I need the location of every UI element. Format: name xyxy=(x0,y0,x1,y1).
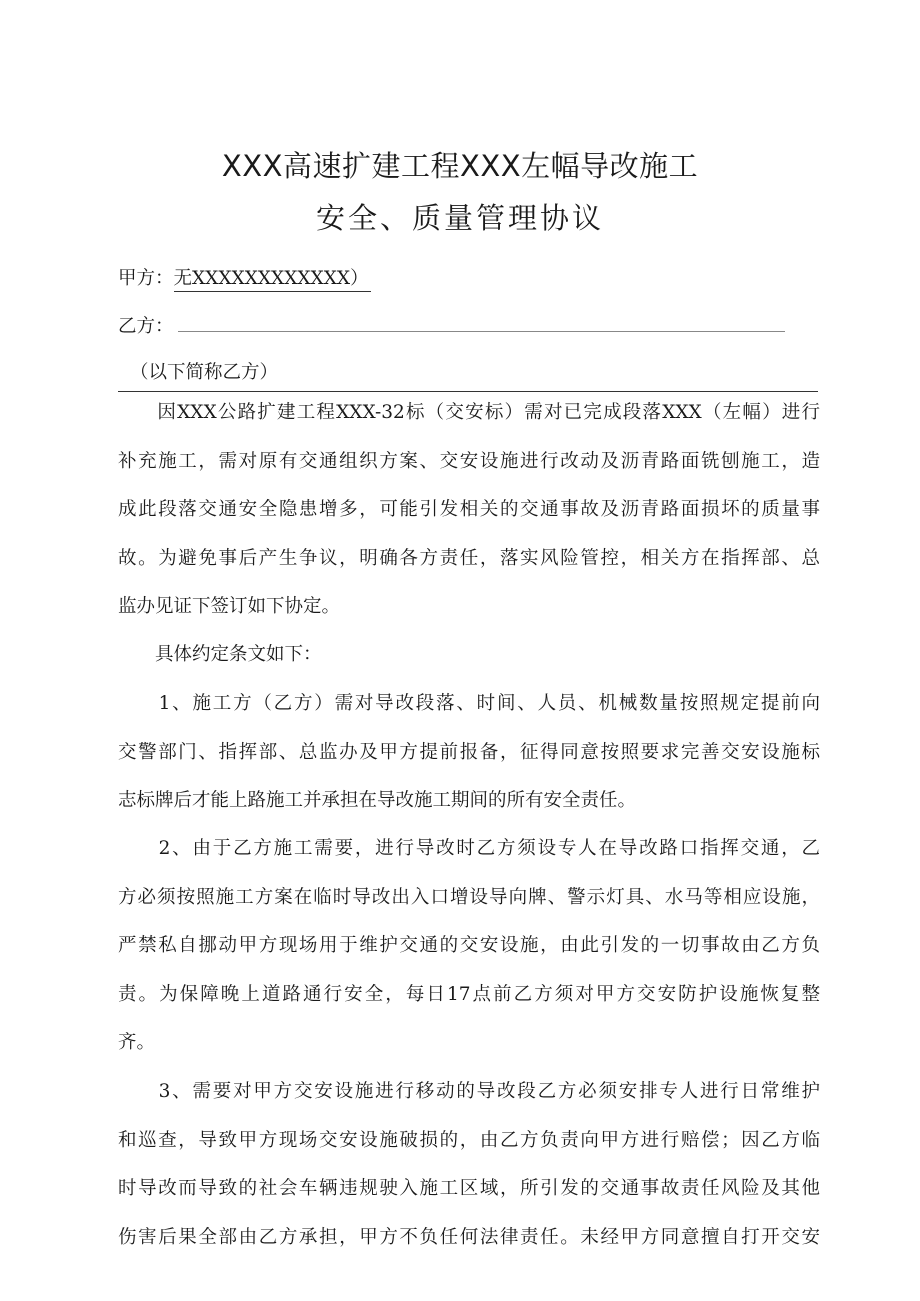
paragraph-line: 严禁私自挪动甲方现场用于维护交通的交安设施，由此引发的一切事故由乙方负 xyxy=(118,935,820,956)
paragraph-clause-2 xyxy=(118,825,820,1068)
party-b-abbreviation: （以下简称乙方） xyxy=(118,358,818,392)
paragraph-line: 时导改而导致的社会车辆违规驶入施工区域，所引发的交通事故责任风险及其他 xyxy=(118,1178,820,1199)
paragraph-line: 伤害后果全部由乙方承担，甲方不负任何法律责任。未经甲方同意擅自打开交安 xyxy=(118,1226,820,1248)
paragraph-clause-1 xyxy=(118,680,820,826)
party-b-row xyxy=(118,312,174,338)
paragraph-line: 交警部门、指挥部、总监办及甲方提前报备，征得同意按照要求完善交安设施标 xyxy=(118,741,820,763)
paragraph-line: 3、需要对甲方交安设施进行移动的导改段乙方必须安排专人进行日常维护 xyxy=(118,1081,820,1102)
paragraph-line: 和巡查，导致甲方现场交安设施破损的，由乙方负责向甲方进行赔偿；因乙方临 xyxy=(118,1129,820,1151)
party-b-label: 乙方： xyxy=(118,316,174,337)
paragraph-line: 补充施工，需对原有交通组织方案、交安设施进行改动及沥青路面铣刨施工，造 xyxy=(118,450,820,472)
paragraph-line: 责。为保障晚上道路通行安全，每日17点前乙方须对甲方交安防护设施恢复整 xyxy=(118,983,820,1005)
party-a-value: 无XXXXXXXXXXXX） xyxy=(174,264,371,292)
party-a-label: 甲方： xyxy=(118,268,174,289)
paragraph-line: 监办见证下签订如下协定。 xyxy=(118,596,341,617)
party-a-row xyxy=(118,264,371,292)
paragraph-intro xyxy=(118,389,820,632)
document-title-line-2: 安全、质量管理协议 xyxy=(315,201,604,235)
paragraph-clauses-heading xyxy=(118,631,820,680)
paragraph-line: 成此段落交通安全隐患增多，可能引发相关的交通事故及沥青路面损坏的质量事 xyxy=(118,499,820,520)
paragraph-line: 志标牌后才能上路施工并承担在导改施工期间的所有安全责任。 xyxy=(118,790,637,811)
paragraph-line: 1、施工方（乙方）需对导改段落、时间、人员、机械数量按照规定提前向 xyxy=(118,693,820,714)
paragraph-line: 因XXX公路扩建工程XXX-32标（交安标）需对已完成段落XXX（左幅）进行 xyxy=(118,402,820,423)
paragraph-line: 方必须按照施工方案在临时导改出入口增设导向牌、警示灯具、水马等相应设施， xyxy=(118,886,820,908)
paragraph-line: 具体约定条文如下： xyxy=(118,644,322,665)
paragraph-line: 故。为避免事后产生争议，明确各方责任，落实风险管控，相关方在指挥部、总 xyxy=(118,547,820,569)
paragraph-clause-3 xyxy=(118,1068,820,1262)
document-title-line-1: XXX高速扩建工程XXX左幅导改施工 xyxy=(221,149,699,183)
paragraph-line: 2、由于乙方施工需要，进行导改时乙方须设专人在导改路口指挥交通，乙 xyxy=(118,838,820,859)
paragraph-line: 齐。 xyxy=(118,1032,156,1053)
party-b-blank-line xyxy=(178,331,785,332)
